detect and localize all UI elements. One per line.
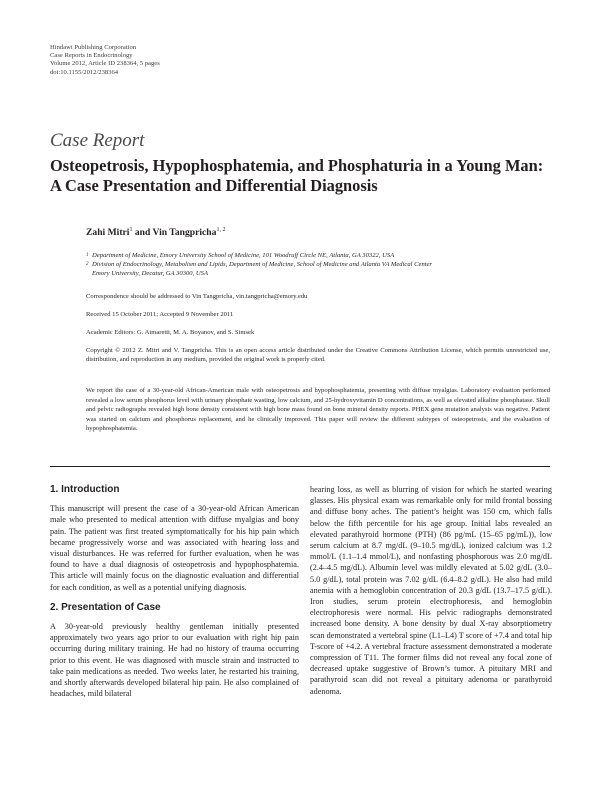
copyright-notice: Copyright © 2012 Z. Mitri and V. Tangpricha. This is an open access article distributed under the Creative Commons Attribution License, which permits unrestricted use, distribution, and reproduction in any medium, provided the original work is properly cited.	[86, 347, 550, 363]
article-title: Osteopetrosis, Hypophosphatemia, and Phosphaturia in a Young Man: A Case Presentation and Differential Diagnosis	[50, 156, 544, 195]
doi: doi:10.1155/2012/238364	[50, 68, 119, 76]
affiliation-line: 2 Division of Endocrinology, Metabolism and Lipids, Department of Medicine, School of Medicine and Atlanta VA Medical Center	[86, 261, 433, 268]
abstract: We report the case of a 30-year-old African-American male with osteopetrosis and hypophosphatemia, presenting with diffuse myalgias. Laboratory evaluation performed revealed a low serum phosphorus level with urinary phosphate wasting, low calcium, and 25-hydroxyvitamin D concentrations, as well as elevated alkaline phosphatase. Skull and pelvic radiographs revealed high bone density consistent with high bone mass found on bone mineral density reports. PHEX gene mutation analysis was negative. Patient was started on calcium and phosphorus replacement, and he clinically improved. This paper will review the different subtypes of osteopetrosis, and the evaluation of hypophosphatemia.	[86, 387, 550, 432]
affiliations	[86, 251, 550, 278]
section-divider	[50, 466, 550, 467]
author-name: Vin Tangpricha	[152, 227, 217, 239]
section-heading: 1. Introduction	[50, 484, 120, 495]
author-affiliation-mark: 1	[129, 227, 133, 233]
journal-header	[50, 44, 160, 77]
right-column	[310, 484, 552, 697]
received-accepted: Received 15 October 2011; Accepted 9 November 2011	[86, 311, 234, 318]
section-heading: 2. Presentation of Case	[50, 601, 161, 613]
paragraph: hearing loss, as well as blurring of vision for which he started wearing glasses. His physical exam was remarkable only for mild frontal bossing and diffuse bony aches. The patient’s height was 150 cm, which falls below the fifth percentile for his age group. Initial labs revealed an elevated parathyroid hormone (PTH) (86 pg/mL (15–65 pg/mL)), low serum calcium at 8.7 mg/dL (9–10.5 mg/dL), ionized calcium was 1.2 mmol/L (1.1–1.4 mmol/L), and nonfasting phosphorous was 2.0 mg/dL (2.4–4.5 mg/dL). Albumin level was mildly elevated at 5.02 g/dL (3.0–5.0 g/dL), total protein was 7.02 g/dL (6.4–8.2 g/dL). He also had mild anemia with a hemoglobin concentration of 20.3 g/dL (13.7–17.5 g/dL). Iron studies, serum protein electrophoresis, and hemoglobin electrophoresis were normal. His pelvic radiographs demonstrated increased bone density. A bone density by dual X-ray absorptiometry scan demonstrated a vertebral spine (L1–L4) T score of +7.4 and total hip T-score of +4.2. A vertebral fracture assessment demonstrated a moderate compression of T11. The former films did not reveal any focal zone of decreased uptake suggestive of Brown’s tumor. A pituitary MRI and parathyroid scan did not reveal a pituitary adenoma or parathyroid adenoma.	[310, 485, 552, 696]
affiliation-line: Emory University, Decatur, GA 30300, USA	[92, 270, 208, 277]
left-column	[50, 484, 299, 699]
affiliation-line: 1 Department of Medicine, Emory University School of Medicine, 101 Woodruff Circle NE, Atlanta, GA 30322, USA	[86, 252, 395, 259]
article-type: Case Report	[50, 130, 145, 151]
journal-name: Case Reports in Endocrinology	[50, 52, 133, 60]
academic-editors: Academic Editors: G. Aimaretti, M. A. Boyanov, and S. Simsek	[86, 329, 255, 336]
author-affiliation-mark: 1, 2	[216, 227, 226, 233]
paragraph: A 30-year-old previously healthy gentleman initially presented approximately two years ago prior to our evaluation with right hip pain occurring during military training. He had no history of trauma occurring prior to this event. He was diagnosed with muscle strain and instructed to take pain medications as needed. Two weeks later, he restarted his training, and shortly afterwards developed bilateral hip pain. He also complained of headaches, mild bilateral	[50, 622, 299, 699]
author-list	[86, 227, 225, 238]
paragraph: This manuscript will present the case of a 30-year-old African American male who presented to medical attention with diffuse myalgias and bony pain. The patient was first treated symptomatically for his hip pain which became progressively worse and was associated with hearing loss and visual disturbances. He was referred for further evaluation, when he was found to have a dual diagnosis of osteopetrosis and hypophosphatemia. This article will mainly focus on the diagnostic evaluation and differential for each condition, as well as a potential unifying diagnosis.	[50, 504, 299, 592]
author-conjunction: and	[132, 227, 153, 239]
publisher: Hindawi Publishing Corporation	[50, 44, 137, 51]
volume-info: Volume 2012, Article ID 238364, 5 pages	[50, 60, 160, 68]
correspondence: Correspondence should be addressed to Vin Tangpricha, vin.tangpricha@emory.edu	[86, 293, 308, 300]
author-name: Zahi Mitri	[86, 227, 130, 239]
